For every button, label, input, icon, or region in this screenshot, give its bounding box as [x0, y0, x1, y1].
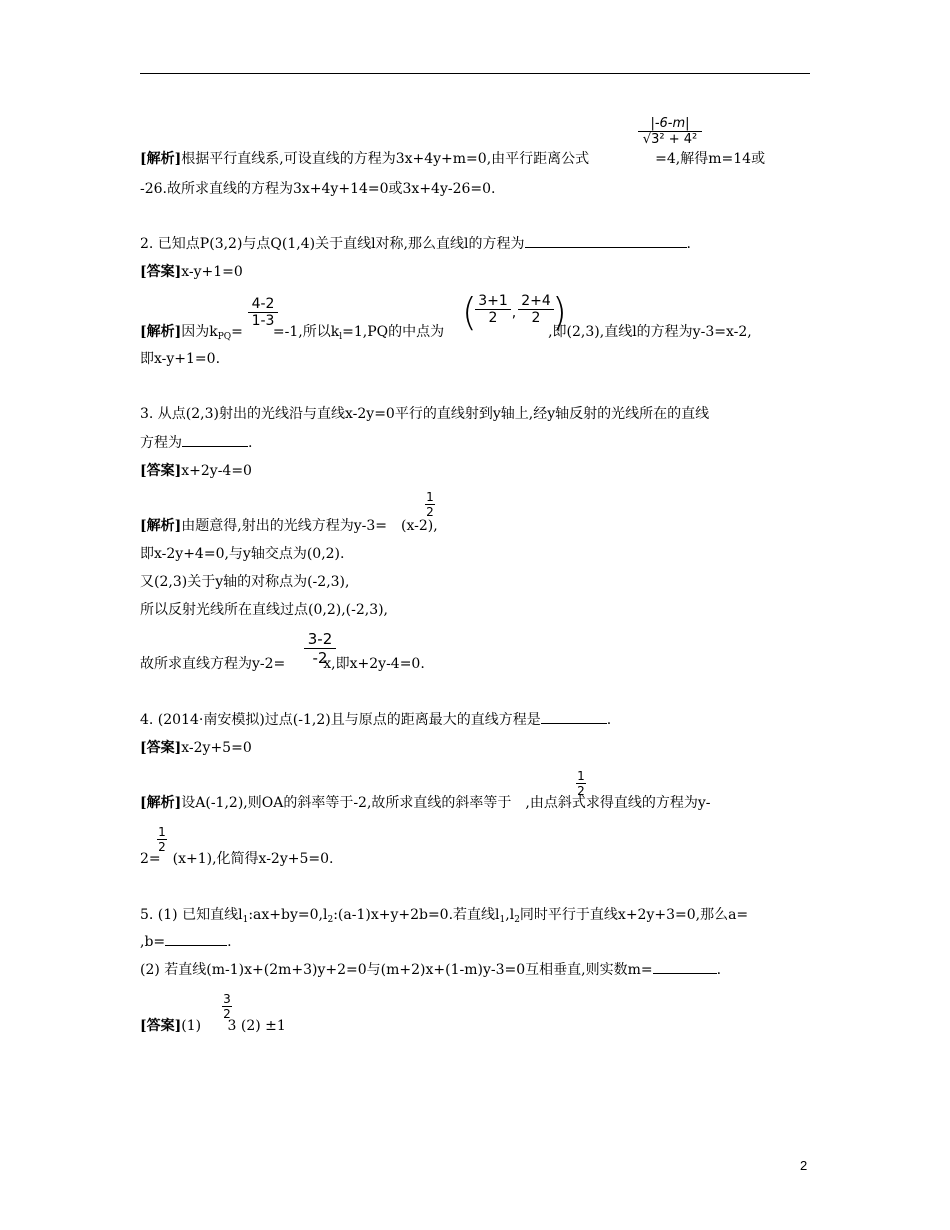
half-fraction: 1 2 — [158, 825, 166, 854]
q3-solution-line3: 又(2,3)关于y轴的对称点为(-2,3), — [140, 574, 350, 590]
q1-solution-line2: -26.故所求直线的方程为3x+4y+14=0或3x+4y-26=0. — [140, 181, 496, 197]
q4-answer: [答案]x-2y+5=0 — [140, 740, 252, 756]
q3-solution-line5: 故所求直线方程为y-2= x,即x+2y-4=0. — [140, 656, 425, 672]
midpoint-x-fraction: 3+1 2 — [475, 293, 511, 326]
q1-solution-line1: [解析]根据平行直线系,可设直线的方程为3x+4y+m=0,由平行距离公式 =4,解得m=14或 — [140, 151, 766, 167]
q3-solution-line1: [解析]由题意得,射出的光线方程为y-3= (x-2), — [140, 518, 438, 534]
half-fraction: 1 2 — [577, 769, 585, 798]
answer-blank — [165, 945, 227, 946]
q4-solution-line2: 2= (x+1),化简得x-2y+5=0. — [140, 851, 334, 867]
distance-fraction: |-6-m| √3² + 4² — [638, 116, 702, 147]
answer-blank — [525, 247, 687, 248]
q5-stem-line3: (2) 若直线(m-1)x+(2m+3)y+2=0与(m+2)x+(1-m)y-3=0互相垂直,则实数m= . — [140, 962, 722, 978]
q3-solution-line4: 所以反射光线所在直线过点(0,2),(-2,3), — [140, 602, 389, 618]
midpoint-y-fraction: 2+4 2 — [518, 293, 554, 326]
left-paren: ( — [462, 290, 477, 334]
q4-stem: 4. (2014·南安模拟)过点(-1,2)且与原点的距离最大的直线方程是 . — [140, 712, 612, 728]
q2-solution-line2: 即x-y+1=0. — [140, 351, 221, 367]
answer-blank — [182, 446, 248, 447]
three-halves-fraction: 3 2 — [223, 992, 231, 1021]
q3-stem-line1: 3. 从点(2,3)射出的光线沿与直线x-2y=0平行的直线射到y轴上,经y轴反射的光线所在的直线 — [140, 406, 710, 422]
q5-answer: [答案](1) 3 (2) ±1 — [140, 1018, 286, 1034]
page-number: 2 — [800, 1158, 808, 1173]
midpoint-comma: , — [511, 305, 517, 321]
header-rule — [140, 73, 810, 74]
q2-answer: [答案]x-y+1=0 — [140, 264, 243, 280]
half-fraction: 1 2 — [426, 490, 434, 519]
answer-blank — [653, 973, 717, 974]
q5-stem-line2: ,b= . — [140, 934, 232, 950]
q2-solution-line1: [解析]因为$k_{PQ}= =-1$,所以$k_l=1,PQ$的中点为 ,即(2,3),直线l的方程为y-3=x-2, — [140, 324, 752, 342]
q4-solution-line1: [解析]设A(-1,2),则OA的斜率等于-2,故所求直线的斜率等于 ,由点斜式求得直线的方程为y- — [140, 795, 711, 811]
right-paren: ) — [552, 290, 567, 334]
q3-answer: [答案]x+2y-4=0 — [140, 463, 252, 479]
slope-fraction: 3-2 -2 — [304, 630, 336, 667]
q3-stem-line2: 方程为 . — [140, 435, 253, 451]
slope-fraction: 4-2 1-3 — [248, 296, 278, 329]
q2-stem: 2. 已知点P(3,2)与点Q(1,4)关于直线l对称,那么直线l的方程为 . — [140, 236, 691, 252]
answer-blank — [541, 723, 607, 724]
q5-stem-line1: 5. (1) 已知直线$l_1:ax+by=0,l_2:(a-1)x+y+2b=0$.若直线$l_1,l_2$同时平行于直线x+2y+3=0,那么a= — [140, 907, 749, 925]
q3-solution-line2: 即x-2y+4=0,与y轴交点为(0,2). — [140, 546, 345, 562]
